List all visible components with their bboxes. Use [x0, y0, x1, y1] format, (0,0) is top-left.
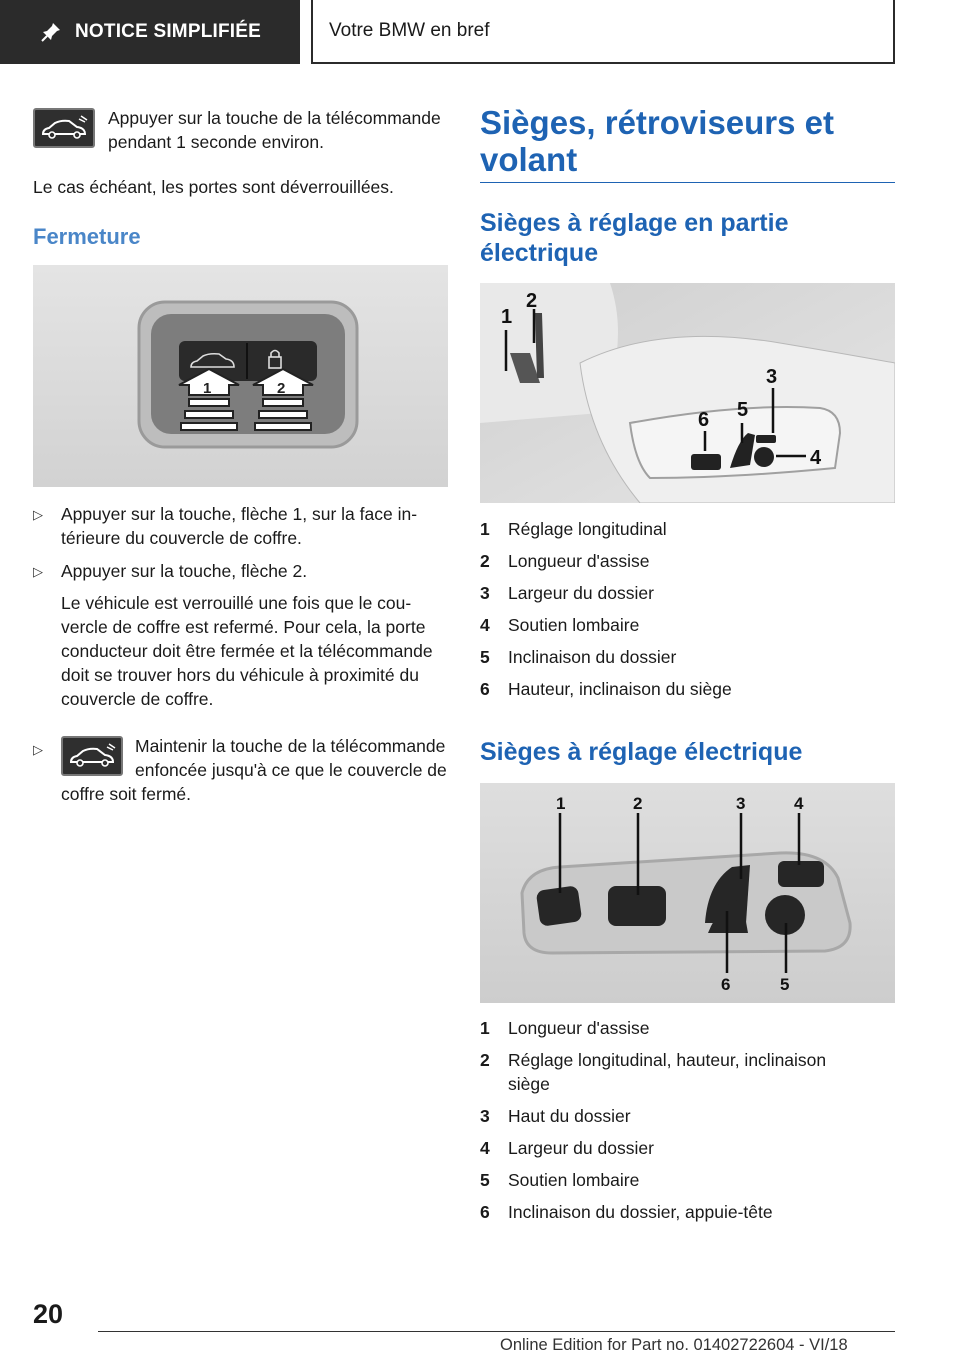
- fig1-label-3: 3: [766, 366, 778, 388]
- fig1-label-4: 4: [810, 447, 822, 469]
- fig2-label-4: 4: [794, 794, 804, 813]
- section-tab-label: NOTICE SIMPLIFIÉE: [74, 21, 262, 42]
- fig2-label-2: 2: [633, 794, 643, 813]
- intro-text: Appuyer sur la touche de la télécommande pendant 1 seconde environ.: [108, 108, 441, 152]
- page-number: 20: [33, 1299, 64, 1329]
- fig1-label-6: 6: [698, 409, 710, 431]
- seat-partial-electric-figure: [480, 283, 895, 503]
- triangle-bullet-icon: ▷: [33, 742, 43, 757]
- bullet-1-text: Appuyer sur la touche, flèche 1, sur la face intérieure du couvercle de coffre.: [61, 504, 418, 548]
- intro-block: [33, 106, 443, 154]
- fig1-label-1: 1: [501, 306, 513, 328]
- subheading-partial-electric: Sièges à réglage en partie électrique: [480, 209, 789, 267]
- list-item: 4 Soutien lombaire: [480, 615, 640, 635]
- partial-electric-legend: [480, 517, 895, 709]
- list-item: 6 Inclinaison du dossier, appuie-tête: [480, 1202, 773, 1222]
- bullet-2-text: Appuyer sur la touche, flèche 2.: [61, 561, 308, 581]
- pin-icon: [39, 20, 63, 44]
- closing-heading: Fermeture: [33, 224, 141, 249]
- bullet-3: [33, 734, 448, 806]
- subheading-electric: Sièges à réglage électrique: [480, 738, 803, 766]
- edition-text: Online Edition for Part no. 01402722604 - VI/18: [500, 1336, 848, 1354]
- triangle-bullet-icon: ▷: [33, 564, 43, 579]
- list-item: 3 Haut du dossier: [480, 1106, 631, 1126]
- chapter-title: Votre BMW en bref: [329, 20, 490, 41]
- list-item: 2 Réglage longitudinal, hauteur, inclinaison siège: [480, 1050, 827, 1094]
- list-item: 4 Largeur du dossier: [480, 1138, 654, 1158]
- footer-rule: [98, 1331, 895, 1332]
- bullet-2-detail: Le véhicule est verrouillé une fois que le couvercle de coffre est refermé. Pour cela, la porte conducteur doit être fermée et la télécommande doit se trouver hors du véhicule à proximité du couvercle de coffre.: [61, 593, 433, 709]
- fig2-label-6: 6: [721, 975, 731, 994]
- bullet-2: [33, 559, 448, 584]
- trunk-key-icon: [33, 108, 95, 148]
- list-item: 5 Soutien lombaire: [480, 1170, 640, 1190]
- list-item: 6 Hauteur, inclinaison du siège: [480, 679, 732, 699]
- list-item: 5 Inclinaison du dossier: [480, 647, 677, 667]
- heading-rule: [480, 182, 895, 183]
- trunk-key-icon: [61, 736, 123, 776]
- list-item: 2 Longueur d'assise: [480, 551, 650, 571]
- list-item: 1 Réglage longitudinal: [480, 519, 667, 539]
- trunk-button-figure: [33, 265, 448, 487]
- bullet-3-text: Maintenir la touche de la télécommande enfoncée jusqu'à ce que le couvercle de coffre soit fermé.: [61, 736, 447, 804]
- bullet-1: [33, 502, 448, 550]
- list-item: 3 Largeur du dossier: [480, 583, 654, 603]
- fig2-label-1: 1: [556, 794, 566, 813]
- triangle-bullet-icon: ▷: [33, 507, 43, 522]
- fig1-label-5: 5: [737, 399, 749, 421]
- figure-label-1: 1: [203, 380, 212, 397]
- fig1-label-2: 2: [526, 290, 538, 312]
- list-item: 1 Longueur d'assise: [480, 1018, 650, 1038]
- fig2-label-5: 5: [780, 975, 790, 994]
- seat-electric-figure: [480, 783, 895, 1003]
- section-tab[interactable]: [0, 0, 300, 64]
- section-heading: Sièges, rétroviseurs et volant: [480, 104, 835, 178]
- figure-label-2: 2: [277, 380, 286, 397]
- fig2-label-3: 3: [736, 794, 746, 813]
- chapter-title-box: [311, 0, 895, 64]
- electric-legend: [480, 1016, 895, 1232]
- doors-text: Le cas échéant, les portes sont déverrouillées.: [33, 177, 394, 197]
